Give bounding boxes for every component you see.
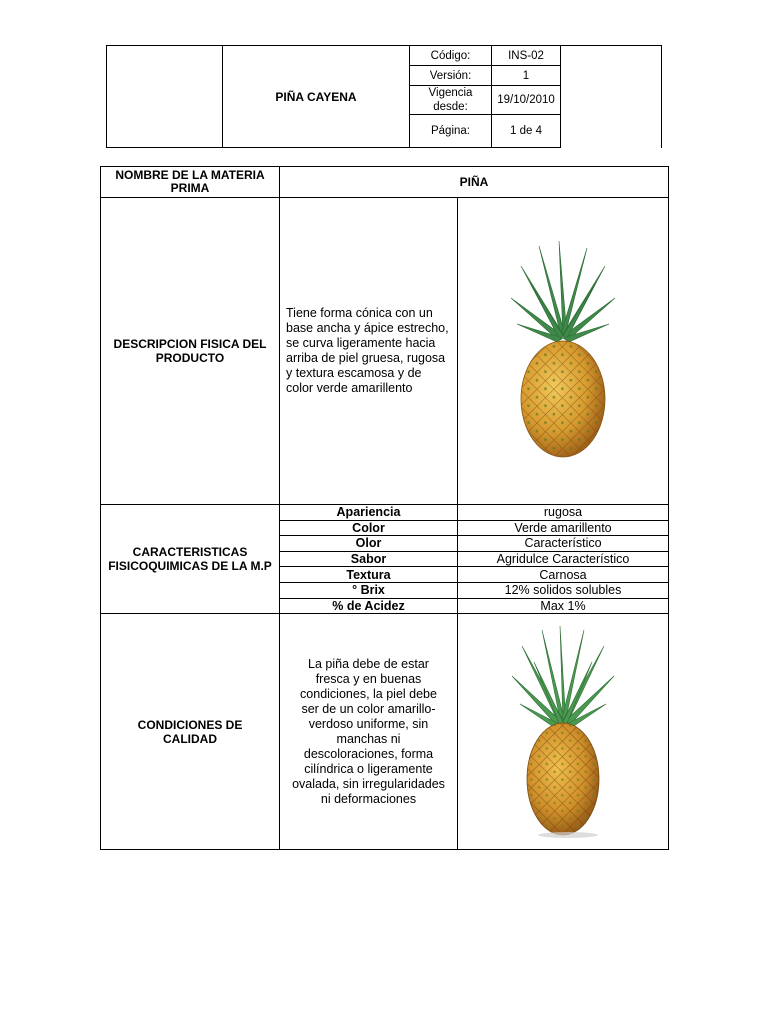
code-label: Código:: [409, 45, 492, 66]
characteristic-name: ° Brix: [279, 582, 458, 599]
material-name-value: PIÑA: [279, 166, 669, 198]
characteristic-name: Olor: [279, 535, 458, 552]
page-label: Página:: [409, 114, 492, 148]
validity-label: Vigencia desde:: [409, 85, 492, 115]
version-value: 1: [491, 65, 561, 86]
characteristic-name: Textura: [279, 566, 458, 583]
document-title: [222, 45, 410, 148]
physical-description-text: Tiene forma cónica con un base ancha y ápice estrecho, se curva ligeramente hacia arriba de piel gruesa, rugosa y textura escamosa y de color verde amarillento: [279, 197, 458, 505]
characteristic-value: 12% solidos solubles: [457, 582, 669, 599]
version-label: Versión:: [409, 65, 492, 86]
pineapple-image-cell-2: [457, 613, 669, 850]
pineapple-image-cell: [457, 197, 669, 505]
characteristic-value: Max 1%: [457, 598, 669, 614]
quality-conditions-label: CONDICIONES DE CALIDAD: [100, 613, 280, 850]
page-value: 1 de 4: [491, 114, 561, 148]
characteristic-value: Verde amarillento: [457, 520, 669, 537]
characteristic-name: Sabor: [279, 551, 458, 568]
characteristic-value: rugosa: [457, 504, 669, 521]
characteristic-name: Apariencia: [279, 504, 458, 521]
physical-description-label: DESCRIPCION FISICA DEL PRODUCTO: [100, 197, 280, 505]
material-name-label: NOMBRE DE LA MATERIA PRIMA: [100, 166, 280, 198]
pineapple-image: [503, 236, 623, 466]
header-right-empty: [560, 45, 662, 148]
document-title-text: PIÑA CAYENA: [275, 89, 357, 104]
characteristic-value: Característico: [457, 535, 669, 552]
characteristic-value: Carnosa: [457, 566, 669, 583]
validity-value: 19/10/2010: [491, 85, 561, 115]
characteristic-value: Agridulce Característico: [457, 551, 669, 568]
quality-conditions-text: La piña debe de estar fresca y en buenas condiciones, la piel debe ser de un color amarillo-verdoso uniforme, sin manchas ni descoloraciones, forma cilíndrica o ligeramente ovalada, sin irregularidades ni deformaciones: [279, 613, 458, 850]
logo-box: [106, 45, 223, 148]
characteristic-name: % de Acidez: [279, 598, 458, 614]
physicochemical-label: CARACTERISTICAS FISICOQUIMICAS DE LA M.P: [100, 504, 280, 614]
characteristic-name: Color: [279, 520, 458, 537]
code-value: INS-02: [491, 45, 561, 66]
pineapple-image: [508, 624, 618, 839]
